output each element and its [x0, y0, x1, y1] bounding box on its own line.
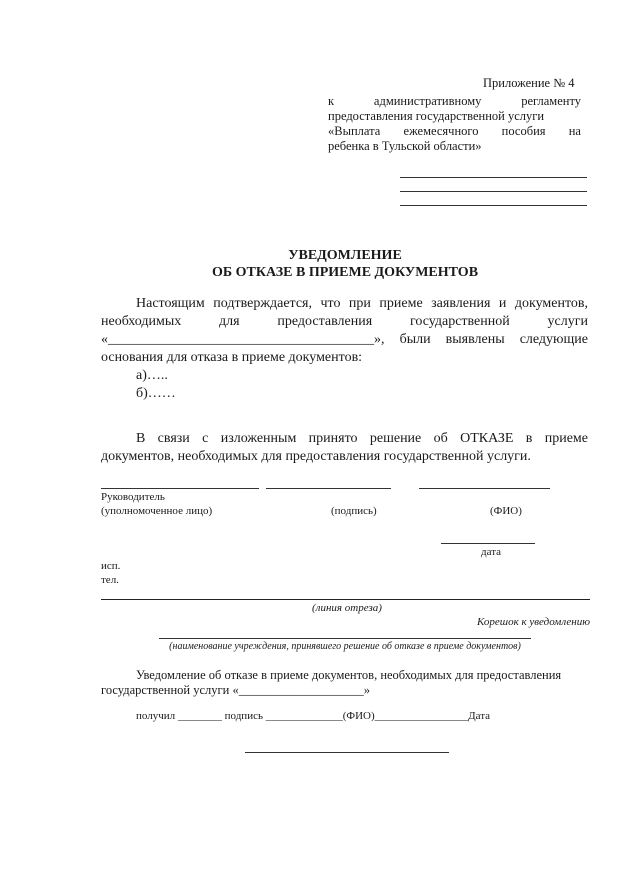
paragraph-2-line-1: В связи с изложенным принято решение об ОТКАЗЕ в приеме — [136, 431, 588, 446]
receipt-label: Корешок к уведомлению — [477, 616, 590, 628]
list-item-a: а)….. — [136, 368, 168, 383]
addressee-line-1 — [400, 177, 587, 178]
head-label-sub: (уполномоченное лицо) — [101, 505, 213, 517]
institution-line — [159, 638, 531, 639]
stub-text-line-1: Уведомление об отказе в приеме документов, необходимых для предоставления — [136, 668, 562, 682]
paragraph-1-line-1: Настоящим подтверждается, что при приеме заявления и документов, — [136, 296, 588, 311]
phone-label: тел. — [101, 574, 119, 586]
paragraph-1-line-4: основания для отказа в приеме документов: — [101, 350, 363, 365]
appendix-label: Приложение № 4 — [483, 76, 575, 90]
executor-label: исп. — [101, 560, 121, 572]
bottom-line — [245, 752, 449, 753]
header-line-2: предоставления государственной услуги — [328, 109, 545, 123]
addressee-line-3 — [400, 205, 587, 206]
addressee-line-2 — [400, 191, 587, 192]
paragraph-2-line-2: документов, необходимых для предоставления государственной услуги. — [101, 449, 531, 464]
fio-line — [419, 488, 550, 489]
received-line: получил ________ подпись ______________(ФИО)_________________Дата — [136, 710, 491, 722]
fio-label: (ФИО) — [490, 505, 522, 517]
header-line-3: «Выплата ежемесячного пособия на — [328, 124, 581, 138]
date-label: дата — [481, 546, 502, 558]
sign-line — [266, 488, 391, 489]
header-line-1: к административному регламенту — [328, 94, 581, 108]
cut-line — [101, 599, 590, 600]
stub-text-line-2: государственной услуги «____________________» — [101, 683, 370, 697]
paragraph-1-line-2: необходимых для предоставления государственной услуги — [101, 314, 588, 329]
date-line — [441, 543, 535, 544]
head-label: Руководитель — [101, 491, 165, 503]
cut-line-label: (линия отреза) — [312, 602, 382, 614]
title-line-1: УВЕДОМЛЕНИЕ — [288, 248, 402, 263]
header-line-4: ребенка в Тульской области» — [328, 139, 482, 153]
head-signature-line — [101, 488, 259, 489]
paragraph-1-line-3: «______________________________________», были выявлены следующие — [101, 332, 588, 347]
list-item-b: б)…… — [136, 386, 176, 401]
title-line-2: ОБ ОТКАЗЕ В ПРИЕМЕ ДОКУМЕНТОВ — [211, 265, 479, 280]
institution-caption: (наименование учреждения, принявшего решение об отказе в приеме документов) — [169, 641, 521, 652]
sign-label: (подпись) — [331, 505, 377, 517]
